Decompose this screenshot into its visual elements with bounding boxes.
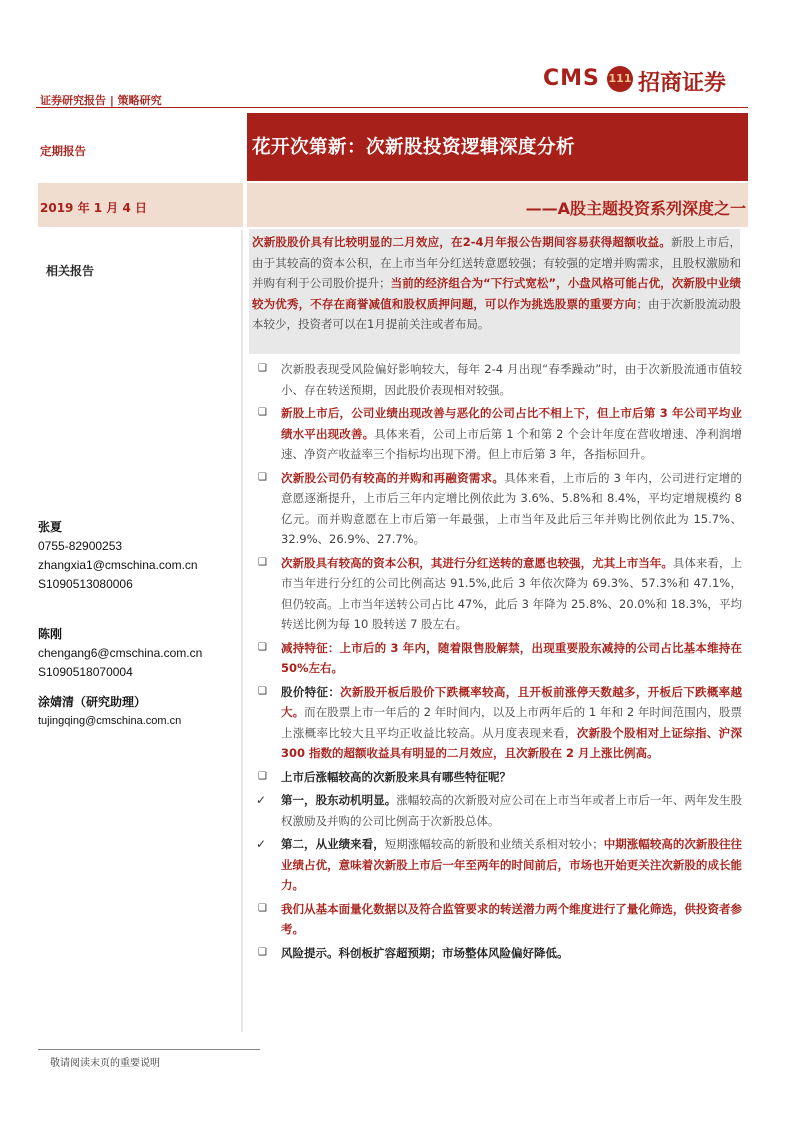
footer-divider (38, 1049, 260, 1050)
analyst-email[interactable]: chengang6@cmschina.com.cn (38, 646, 203, 660)
list-item: ❑ 新股上市后，公司业绩出现改善与恶化的公司占比不相上下，但上市后第 3 年公司平均业绩水平出现改善。具体来看，公司上市后第 1 个和第 2 个会计年度在营收增速、净利润增速、净资产收益率三个指标均出现下滑。但上市后第 3 年，各指标回升。 (256, 403, 742, 465)
list-item: ❑ 减持特征：上市后的 3 年内，随着限售股解禁，出现重要股东减持的公司占比基本维持在 50%左右。 (256, 638, 742, 679)
analyst-name: 张夏 (38, 520, 63, 534)
square-bullet-icon: ❑ (258, 641, 267, 653)
list-item: ❑ 次新股表现受风险偏好影响较大，每年 2-4 月出现“春季躁动”时，由于次新股流通市值较小、存在转送预期，因此股价表现相对较强。 (256, 359, 742, 400)
list-item: ❑ 次新股具有较高的资本公积，其进行分红送转的意愿也较强，尤其上市当年。具体来看，上市当年进行分红的公司比例高达 91.5%,此后 3 年依次降为 69.3%、57.3%和 47.1%，但仍较高。上市当年送转公司占比 47%，此后 3 年降为 25.8%、20.0%和 18.3%，平均转送比例为每 10 股转送 7 股左右。 (256, 553, 742, 635)
cms-logo (543, 60, 748, 100)
list-item: ❑ 股价特征：次新股开板后股价下跌概率较高，且开板前涨停天数越多，开板后下跌概率越大。而在股票上市一年后的 2 年时间内，以及上市两年后的 1 年和 2 年时间范围内，股票上涨概率比较大且平均正收益比较高。从月度表现来看，次新股个股相对上证综指、沪深 300 指数的超额收益具有明显的二月效应，且次新股在 2 月上涨比例高。 (256, 682, 742, 764)
summary-lead: 次新股股价具有比较明显的二月效应，在2-4月年报公告期间容易获得超额收益。 (252, 235, 671, 249)
square-bullet-icon: ❑ (258, 471, 267, 483)
related-reports-heading: 相关报告 (46, 264, 95, 278)
list-item: ❑ 上市后涨幅较高的次新股来具有哪些特征呢？ (256, 767, 742, 788)
analyst-name: 陈刚 (38, 627, 63, 641)
analyst-license: S1090513080006 (38, 577, 133, 591)
check-icon: ✓ (256, 793, 267, 807)
list-item: ❑ 次新股公司仍有较高的并购和再融资需求。具体来看，上市后的 3 年内，公司进行定增的意愿逐渐提升，上市后三年内定增比例依此为 3.6%、5.8%和 8.4%，平均定增规模约 8 亿元。而并购意愿在上市后第一年最强，上市当年及此后三年并购比例依此为 15.7%、32.9%、26.9%、27.7%。 (256, 468, 742, 550)
logo-coin-icon: 111 (607, 66, 633, 92)
column-divider (241, 230, 243, 1032)
analyst-email[interactable]: zhangxia1@cmschina.com.cn (38, 558, 198, 572)
report-subtitle: ——A股主题投资系列深度之一 (525, 199, 746, 218)
summary-normal: 新股上市后，由于其较高的资本公积，在上市当年分红送转意愿较强；有较强的定增并购需求，且股权激励和并购有利于公司股价提升； (252, 235, 741, 290)
square-bullet-icon: ❑ (258, 685, 267, 697)
bullet-list (256, 359, 742, 966)
analyst-1 (38, 518, 198, 594)
square-bullet-icon: ❑ (258, 556, 267, 568)
summary-tail: ；由于次新股流动股本较少，投资者可以在1月提前关注或者布局。 (252, 296, 741, 331)
analyst-license: S1090518070004 (38, 665, 133, 679)
list-item: ❑ 我们从基本面量化数据以及符合监管要求的转送潜力两个维度进行了量化筛选，供投资者参考。 (256, 899, 742, 940)
report-type: 定期报告 (40, 144, 86, 158)
check-icon: ✓ (256, 837, 267, 851)
list-item: ❑ 风险提示。科创板扩容超预期；市场整体风险偏好降低。 (256, 943, 742, 964)
analyst-2 (38, 625, 202, 682)
analyst-email[interactable]: tujingqing@cmschina.com.cn (38, 715, 182, 727)
list-item: ✓ 第二，从业绩来看，短期涨幅较高的新股和业绩关系相对较小；中期涨幅较高的次新股往往业绩占优，意味着次新股上市后一年至两年的时间前后，市场也开始更关注次新股的成长能力。 (256, 834, 742, 896)
square-bullet-icon: ❑ (258, 902, 267, 914)
square-bullet-icon: ❑ (258, 363, 267, 374)
analyst-phone: 0755-82900253 (38, 539, 123, 553)
square-bullet-icon: ❑ (258, 946, 267, 958)
analyst-name: 涂婧清（研究助理） (38, 695, 147, 709)
logo-cn: 招商证券 (638, 71, 727, 96)
footer-note: 敬请阅读末页的重要说明 (50, 1058, 160, 1069)
square-bullet-icon: ❑ (258, 770, 267, 782)
logo-en: CMS (543, 66, 600, 91)
report-date: 2019 年 1 月 4 日 (40, 201, 147, 215)
header-divider (36, 107, 748, 108)
analyst-3 (38, 693, 181, 731)
summary-highlight: 当前的经济组合为“下行式宽松”，小盘风格可能占优，次新股中业绩较为优秀，不存在商誉减值和股权质押问题，可以作为挑选股票的重要方向 (252, 276, 741, 311)
summary-text (252, 232, 741, 335)
list-item: ✓ 第一，股东动机明显。涨幅较高的次新股对应公司在上市当年或者上市后一年、两年发生股权激励及并购的公司比例高于次新股总体。 (256, 790, 742, 831)
square-bullet-icon: ❑ (258, 407, 267, 418)
header-breadcrumb: 证券研究报告 | 策略研究 (40, 94, 162, 107)
report-title: 花开次第新：次新股投资逻辑深度分析 (252, 137, 576, 158)
